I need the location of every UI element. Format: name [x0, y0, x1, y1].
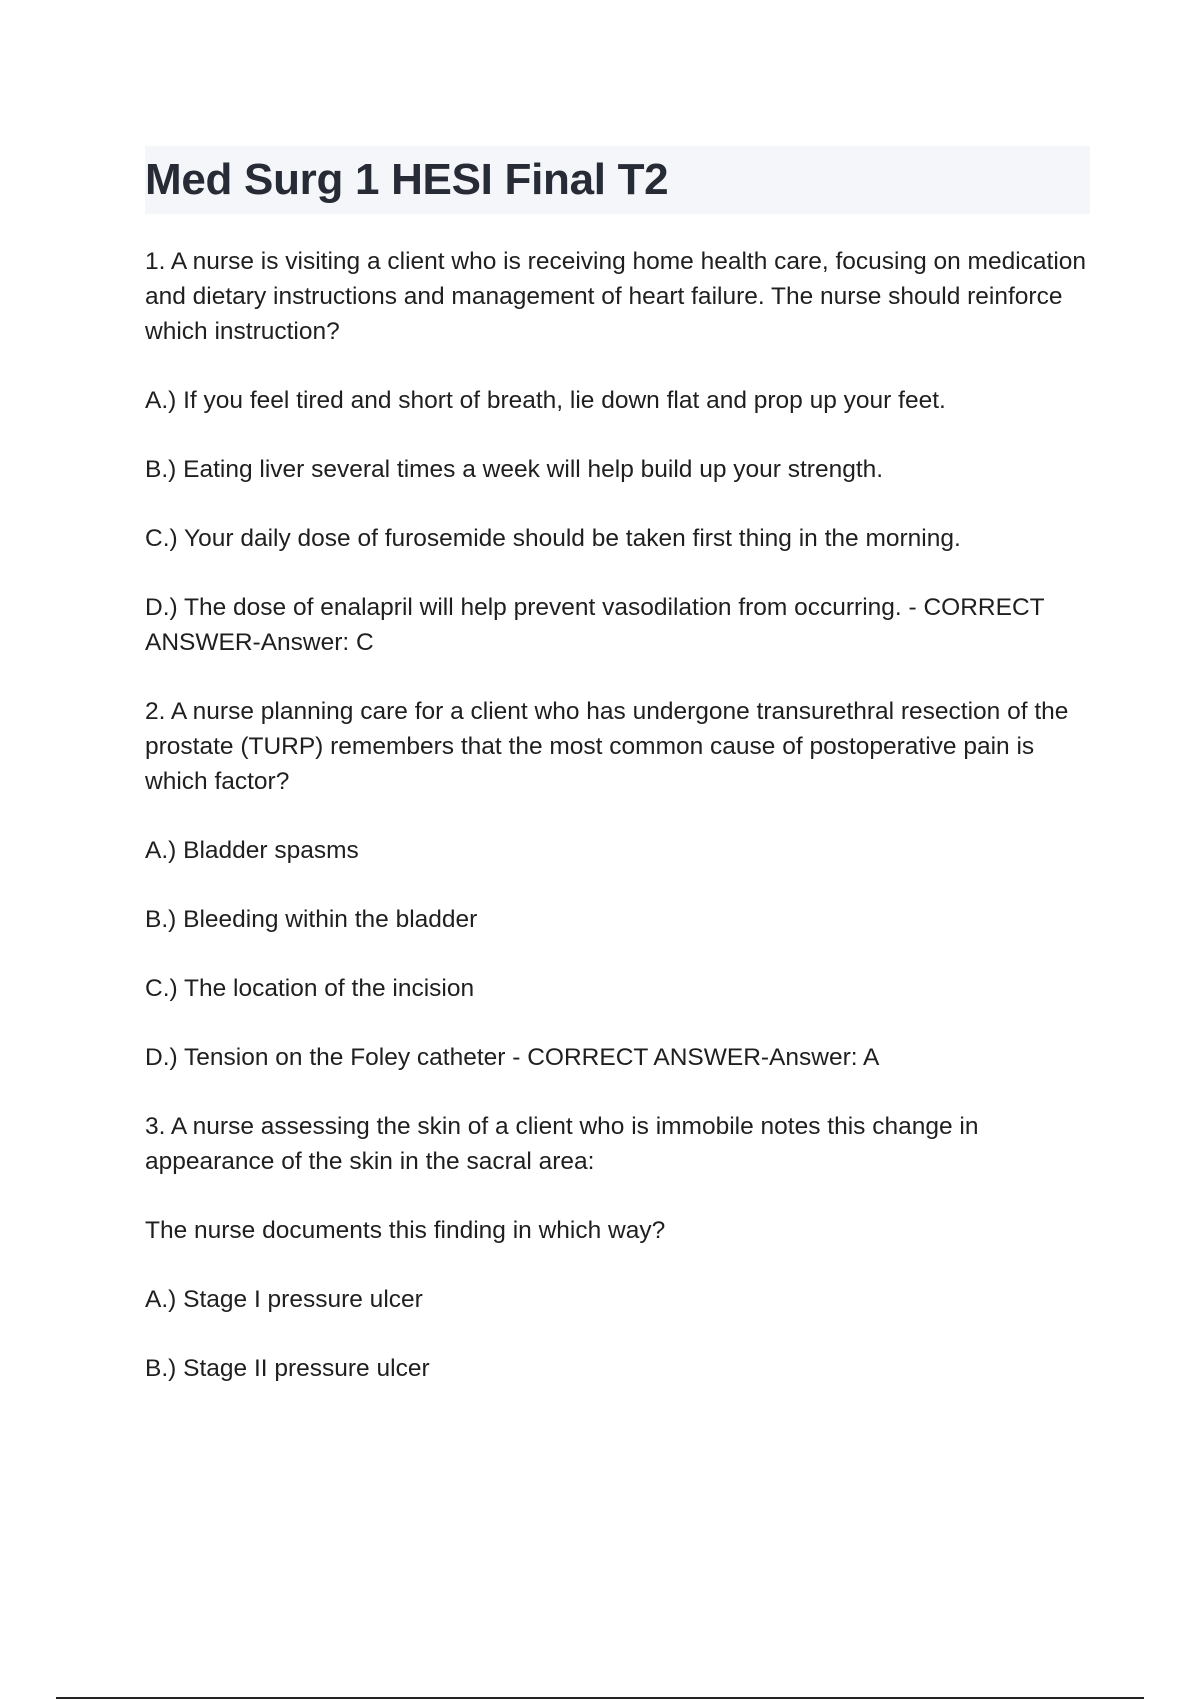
question-3-stem: 3. A nurse assessing the skin of a client who is immobile notes this change in appearance of the skin in the sacral area: [145, 1113, 979, 1175]
title-banner [145, 146, 1090, 214]
question-1-option-a: A.) If you feel tired and short of breath, lie down flat and prop up your feet. [145, 387, 946, 414]
question-3-option-b: B.) Stage II pressure ulcer [145, 1355, 430, 1382]
question-1-option-b: B.) Eating liver several times a week will help build up your strength. [145, 456, 884, 483]
question-1-option-c: C.) Your daily dose of furosemide should be taken first thing in the morning. [145, 525, 961, 552]
document-body [145, 244, 1095, 1420]
question-3-option-a: A.) Stage I pressure ulcer [145, 1286, 423, 1313]
question-3-prompt: The nurse documents this finding in which way? [145, 1217, 666, 1244]
question-2-option-c: C.) The location of the incision [145, 975, 475, 1002]
footer-divider [56, 1697, 1144, 1699]
document-title: Med Surg 1 HESI Final T2 [145, 155, 669, 204]
question-2-option-d-answer: D.) Tension on the Foley catheter - CORRECT ANSWER-Answer: A [145, 1044, 880, 1071]
question-2-stem: 2. A nurse planning care for a client who has undergone transurethral resection of the prostate (TURP) remembers that the most common cause of postoperative pain is which factor? [145, 698, 1069, 795]
question-2-option-b: B.) Bleeding within the bladder [145, 906, 478, 933]
question-1-option-d-answer: D.) The dose of enalapril will help prevent vasodilation from occurring. - CORRECT ANSWER-Answer: C [145, 594, 1045, 656]
question-2-option-a: A.) Bladder spasms [145, 837, 359, 864]
question-1-stem: 1. A nurse is visiting a client who is receiving home health care, focusing on medication and dietary instructions and management of heart failure. The nurse should reinforce which instruction? [145, 248, 1087, 345]
